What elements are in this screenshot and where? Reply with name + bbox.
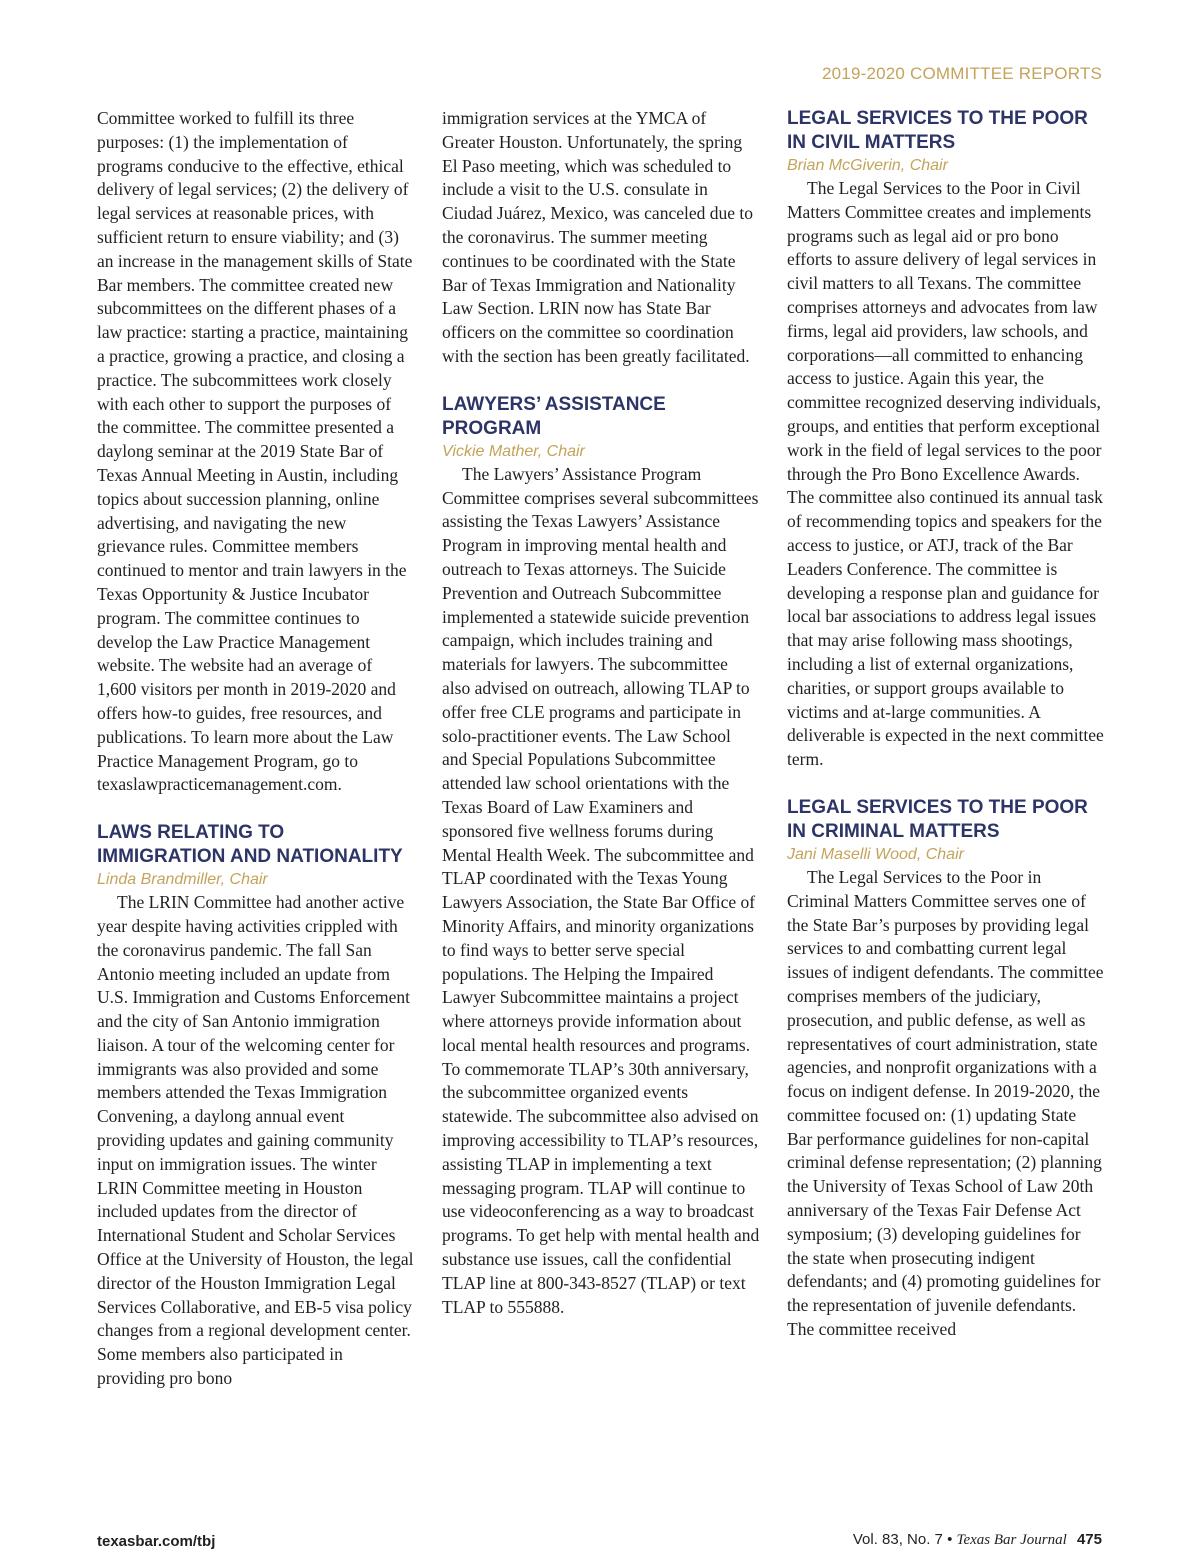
section-heading: LEGAL SERVICES TO THE POOR IN CIVIL MATTERS <box>787 108 1088 153</box>
body-paragraph: The Lawyers’ Assistance Program Committee comprises several subcommittees assisting the Texas Lawyers’ Assistance Program in improving mental health and outreach to Texas attorneys. The Suicide Prevention and Outreach Subcommittee implemented a statewide suicide prevention campaign, which includes training and materials for lawyers. The subcommittee also advised on outreach, allowing TLAP to offer free CLE programs and participate in solo-practitioner events. The Law School and Special Populations Subcommittee attended law school orientations with the Texas Board of Law Examiners and sponsored five wellness forums during Mental Health Week. The subcommittee and TLAP coordinated with the Texas Young Lawyers Association, the State Bar Office of Minority Affairs, and minority organizations to find ways to better serve special populations. The Helping the Impaired Lawyer Subcommittee maintains a project where attorneys provide information about local mental health resources and programs. To commemorate TLAP’s 30th anniversary, the subcommittee organized events statewide. The subcommittee also advised on improving accessibility to TLAP’s resources, assisting TLAP in implementing a text messaging program. TLAP will continue to use videoconferencing as a way to broadcast programs. To get help with mental health and substance use issues, call the confidential TLAP line at 800-343-8527 (TLAP) or text TLAP to 555888. <box>442 463 760 1317</box>
column-3 <box>787 107 1105 1342</box>
column-2 <box>442 107 760 1319</box>
body-paragraph: The Legal Services to the Poor in Civil Matters Committee creates and implements programs such as legal aid or pro bono efforts to assure delivery of legal services in civil matters to all Texans. The committee comprises attorneys and advocates from law firms, legal aid providers, law schools, and corporations—all committed to enhancing access to justice. Again this year, the committee recognized deserving individuals, groups, and entities that perform exceptional work in the field of legal services to the poor through the Pro Bono Excellence Awards. The committee also continued its annual task of recommending topics and speakers for the access to justice, or ATJ, track of the Bar Leaders Conference. The committee is developing a response plan and guidance for local bar associations to address legal issues that may arise following mass shootings, including a list of external organizations, charities, or support groups available to victims and at-large communities. A deliverable is expected in the next committee term. <box>787 178 1104 770</box>
journal-title: Texas Bar Journal <box>956 1532 1067 1548</box>
committee-chair: Vickie Mather, Chair <box>442 442 585 460</box>
body-paragraph: Committee worked to fulfill its three purposes: (1) the implementation of programs conducive to the effective, ethical delivery of legal services; (2) the delivery of legal services at reasonable prices, with sufficient return to ensure viability; and (3) an increase in the management skills of State Bar members. The committee created new subcommittees on the different phases of a law practice: starting a practice, maintaining a practice, growing a practice, and closing a practice. The subcommittees work closely with each other to support the purposes of the committee. The committee presented a daylong seminar at the 2019 State Bar of Texas Annual Meeting in Austin, including topics about succession planning, online advertising, and navigating the new grievance rules. Committee members continued to mentor and train lawyers in the Texas Opportunity & Justice Incubator program. The committee continues to develop the Law Practice Management website. The website had an average of 1,600 visitors per month in 2019-2020 and offers how-to guides, free resources, and publications. To learn more about the Law Practice Management Program, go to texaslawpracticemanagement.com. <box>97 108 413 795</box>
column-1 <box>97 107 415 1391</box>
footer-url[interactable]: texasbar.com/tbj <box>97 1533 216 1550</box>
section-heading: LEGAL SERVICES TO THE POOR IN CRIMINAL MATTERS <box>787 796 1088 842</box>
volume-number: Vol. 83, No. 7 <box>852 1531 943 1548</box>
page-number: 475 <box>1076 1531 1102 1548</box>
committee-chair: Jani Maselli Wood, Chair <box>787 845 964 863</box>
committee-chair: Brian McGiverin, Chair <box>787 157 948 174</box>
bullet-separator: • <box>947 1531 953 1548</box>
section-heading: LAWS RELATING TO IMMIGRATION AND NATIONALITY <box>97 822 403 868</box>
body-paragraph: The LRIN Committee had another active year despite having activities crippled with the coronavirus pandemic. The fall San Antonio meeting included an update from U.S. Immigration and Customs Enforcement and the city of San Antonio immigration liaison. A tour of the welcoming center for immigrants was also provided and some members attended the Texas Immigration Convening, a daylong annual event providing updates and gaining community input on immigration issues. The winter LRIN Committee meeting in Houston included updates from the director of International Student and Scholar Services Office at the University of Houston, the legal director of the Houston Immigration Legal Services Collaborative, and EB-5 visa policy changes from a regional development center. Some members also participated in providing pro bono <box>97 892 414 1389</box>
footer-citation <box>853 1531 1102 1549</box>
body-paragraph: immigration services at the YMCA of Greater Houston. Unfortunately, the spring El Paso meeting, which was scheduled to include a visit to the U.S. consulate in Ciudad Juárez, Mexico, was canceled due to the coronavirus. The summer meeting continues to be coordinated with the State Bar of Texas Immigration and Nationality Law Section. LRIN now has State Bar officers on the committee so coordination with the section has been greatly facilitated. <box>442 108 753 366</box>
committee-chair: Linda Brandmiller, Chair <box>97 871 268 889</box>
section-header: 2019-2020 COMMITTEE REPORTS <box>821 64 1102 83</box>
section-heading: LAWYERS’ ASSISTANCE PROGRAM <box>442 393 666 439</box>
body-paragraph: The Legal Services to the Poor in Criminal Matters Committee serves one of the State Bar’s purposes by providing legal services to and combatting current legal issues of indigent defendants. The committee comprises members of the judiciary, prosecution, and public defense, as well as representatives of court administration, state agencies, and nonprofit organizations with a focus on indigent defense. In 2019-2020, the committee focused on: (1) updating State Bar performance guidelines for non-capital criminal defense representation; (2) planning the University of Texas School of Law 20th anniversary of the Texas Fair Defense Act symposium; (3) developing guidelines for the state when prosecuting indigent defendants; and (4) promoting guidelines for the representation of juvenile defendants. The committee received <box>787 866 1104 1340</box>
